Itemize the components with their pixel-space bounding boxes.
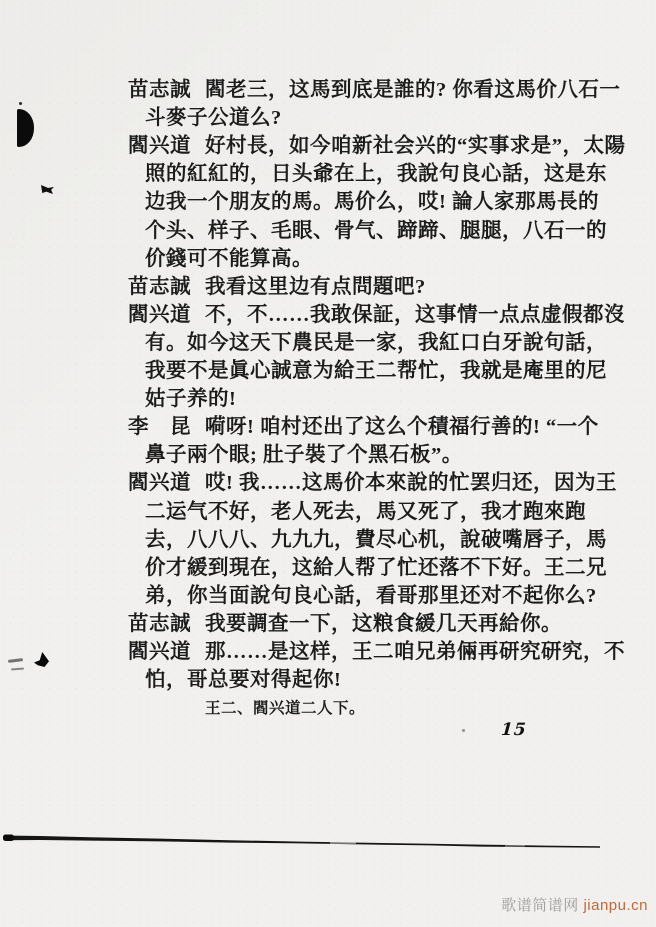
page-number: 15 (500, 720, 528, 740)
ink-speck-icon (41, 183, 54, 194)
script-line (145, 556, 607, 580)
dialogue-text: 有。如今这天下農民是一家，我紅口白牙說句話， (145, 331, 607, 354)
script-line (145, 247, 568, 271)
script-line (145, 668, 568, 692)
ink-speck-icon (19, 102, 22, 105)
dialogue-text: 哎! 我……这馬价本來說的忙罢归还，因为王 (205, 472, 617, 495)
dialogue-text: 二运气不好，老人死去，馬又死了，我才跑來跑 (145, 500, 586, 523)
watermark-site-name: 歌谱简谱网 (501, 897, 579, 914)
dialogue-text: 价錢可不能算高。 (145, 247, 313, 270)
script-line (145, 219, 607, 243)
dialogue-text: 姑子养的! (145, 388, 237, 411)
dialogue-text: 去，八八八、九九九，費尽心机，說破嘴唇子，馬 (145, 528, 607, 551)
script-line (128, 78, 621, 102)
dialogue-text: 边我一个朋友的馬。馬价么，哎! 論人家那馬長的 (145, 191, 599, 214)
script-line (145, 528, 607, 552)
script-line (128, 134, 626, 158)
scan-artifact-line (0, 830, 656, 856)
speaker-name: 閻兴道 (128, 135, 191, 158)
dialogue-text: 斗麥子公道么? (145, 107, 282, 130)
speaker-name: 苗志誠 (128, 275, 191, 298)
dialogue-text: 不，不……我敢保証，这事情一点点虚假都沒 (205, 303, 625, 326)
script-line (145, 359, 607, 383)
script-line (205, 699, 565, 719)
script-line (128, 275, 568, 299)
script-line (145, 584, 597, 608)
script-line (128, 471, 617, 495)
script-line (128, 415, 599, 439)
dialogue-text: 弟，你当面說句良心話，看哥那里还对不起你么? (145, 584, 597, 607)
script-line (145, 387, 568, 411)
script-line (145, 190, 599, 214)
speaker-name: 苗志誠 (128, 79, 191, 101)
dialogue-text: 我看这里边有点問題吧? (205, 275, 426, 298)
script-line (128, 612, 568, 636)
speaker-name: 閻兴道 (128, 641, 191, 663)
script-line (145, 106, 568, 130)
dialogue-text: 价才緩到現在，这給人帮了忙还落不下好。王二兄 (145, 556, 607, 579)
script-line (128, 640, 625, 664)
dialogue-text: 王二、閻兴道二人下。 (205, 700, 366, 718)
speaker-name: 閻兴道 (128, 303, 191, 326)
dialogue-text: 好村長，如今咱新社会兴的“实事求是”，太陽 (205, 135, 626, 158)
watermark-site-url: jianpu.cn (583, 897, 648, 914)
watermark (0, 894, 648, 915)
ink-speck-icon (462, 729, 465, 732)
dialogue-text: 那……是这样，王二咱兄弟倆再研究研究，不 (205, 641, 625, 663)
ink-dash-icon (8, 658, 23, 663)
ink-blot-icon (17, 109, 34, 147)
script-line (145, 500, 586, 524)
ink-blot-icon (34, 652, 49, 667)
speaker-name: 李 昆 (128, 416, 191, 439)
dialogue-text: 我要調查一下，这粮食緩几天再給你。 (205, 612, 562, 635)
script-line (145, 162, 607, 186)
speaker-name: 苗志誠 (128, 612, 191, 635)
speaker-name: 閻兴道 (128, 472, 191, 495)
dialogue-text: 我要不是眞心誠意为給王二帮忙，我就是庵里的尼 (145, 360, 607, 382)
script-line (128, 303, 625, 327)
script-line (145, 331, 607, 355)
script-line (145, 443, 568, 467)
dialogue-text: 个头、样子、毛眼、骨气、蹄蹄、腿腿，八石一的 (145, 219, 607, 242)
dialogue-text: 閻老三，这馬到底是誰的? 你看这馬价八石一 (205, 79, 621, 101)
dialogue-text: 鼻子兩个眼; 肚子裝了个黑石板”。 (145, 444, 463, 467)
dialogue-text: 照的紅紅的，日头爺在上，我說句良心話，这是东 (145, 163, 607, 186)
dialogue-text: 嗬呀! 咱村还出了这么个積福行善的! “一个 (205, 416, 599, 439)
ink-dash-icon (11, 668, 24, 671)
dialogue-text: 怕，哥总要对得起你! (145, 669, 342, 692)
